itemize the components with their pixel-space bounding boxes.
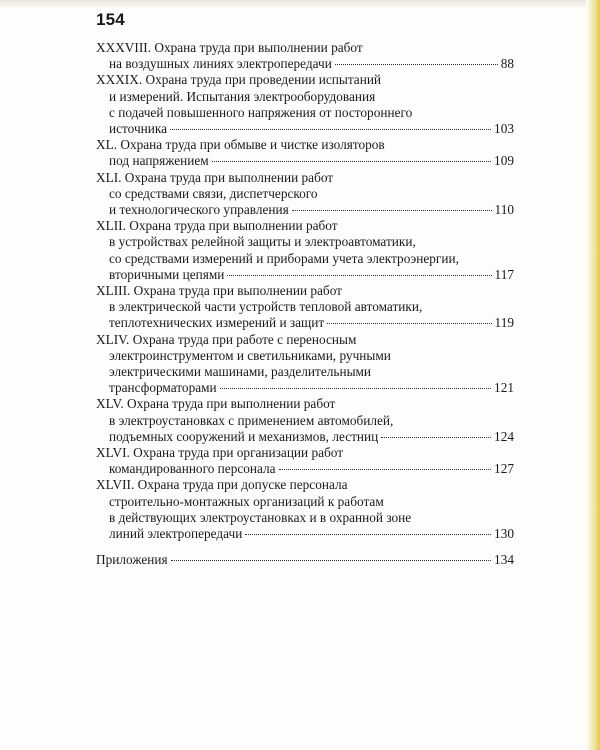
table-of-contents [96,40,514,569]
dot-leader [212,161,491,162]
toc-entry-title-line: XLVI. Охрана труда при организации работ [96,445,344,461]
dot-leader [227,275,491,276]
toc-entry-title-line: командированного персонала [109,461,276,477]
toc-entry-title: Приложения [96,552,168,568]
toc-entry-title-line: теплотехнических измерений и защит [109,315,325,331]
toc-entry-page: 117 [494,266,514,282]
toc-entry-page: 119 [494,315,514,331]
toc-entry-last-line [96,267,514,283]
toc-entry-title-line: XLIII. Охрана труда при выполнении работ [96,283,342,299]
toc-entry-page: 88 [500,56,514,72]
toc-entry-title-line: электроинструментом и светильниками, ручными [109,347,391,363]
toc-entry-last-line [96,202,514,218]
toc-entry-page: 110 [494,202,514,218]
toc-entry-title-line: XXXVIII. Охрана труда при выполнении работ [96,40,363,55]
toc-entry-title-line: в электроустановках с применением автомобилей, [109,412,394,428]
toc-entry[interactable] [96,332,514,397]
toc-entry-page: 127 [494,461,514,477]
toc-entry[interactable] [96,396,514,445]
toc-entry-title-line: XXXIX. Охрана труда при проведении испытаний [96,72,382,88]
toc-entry-title-line: трансформаторами [109,380,217,396]
page-right-edge [586,0,600,750]
dot-leader [327,323,491,324]
dot-leader [292,210,492,211]
toc-entry-page: 121 [494,380,514,396]
toc-entry-last-line [96,526,514,542]
toc-entry-page: 109 [494,153,514,169]
toc-entry-title-line: XLIV. Охрана труда при работе с переносным [96,331,357,347]
toc-entry-page: 103 [494,121,514,137]
toc-entry-title-line: и технологического управления [109,202,289,218]
toc-entry-title-line: на воздушных линиях электропередачи [109,56,332,72]
toc-entry-title-line: с подачей повышенного напряжения от постороннего [109,104,413,120]
toc-entry-title-line: XLV. Охрана труда при выполнении работ [96,396,336,412]
toc-entry[interactable] [96,137,514,169]
toc-entry-last-line [96,429,514,445]
toc-entry-page: 124 [494,428,514,444]
toc-entry-title-line: строительно-монтажных организаций к работам [109,493,384,509]
toc-entry-title-line: электрическими машинами, разделительными [109,364,372,380]
toc-entry[interactable] [96,40,514,72]
toc-entry-last-line [96,56,514,72]
dot-leader [245,534,491,535]
dot-leader [170,129,491,130]
toc-entry-last-line [96,380,514,396]
toc-entry-appendix[interactable] [96,552,514,568]
toc-entry-title-line: со средствами связи, диспетчерского [109,185,318,201]
toc-entry-title-line: XLI. Охрана труда при выполнении работ [96,169,334,185]
toc-entry[interactable] [96,218,514,283]
toc-entry-title-line: подъемных сооружений и механизмов, лестниц [109,428,379,444]
toc-entry-last-line [96,315,514,331]
toc-entry[interactable] [96,445,514,477]
toc-entry-title-line: в действующих электроустановках и в охранной зоне [109,509,412,525]
toc-entry-last-line [96,461,514,477]
toc-entry-title-line: в устройствах релейной защиты и электроавтоматики, [109,234,416,250]
toc-entry-page: 134 [494,552,514,568]
toc-entry[interactable] [96,477,514,542]
toc-entry-title-line: в электрической части устройств тепловой автоматики, [109,299,423,315]
toc-entry-title-line: вторичными цепями [109,266,225,282]
toc-entry-title-line: XLVII. Охрана труда при допуске персонала [96,477,348,493]
toc-entry-last-line [96,121,514,137]
toc-entry[interactable] [96,283,514,332]
dot-leader [171,560,491,561]
toc-entries [96,40,514,542]
toc-entry-title-line: под напряжением [109,153,209,169]
dot-leader [381,437,491,438]
toc-entry-title-line: линий электропередачи [109,526,243,542]
toc-entry-title-line: и измерений. Испытания электрооборудования [109,88,376,104]
page-top-edge [0,0,600,9]
toc-entry-title-line: XLII. Охрана труда при выполнении работ [96,218,338,234]
toc-entry[interactable] [96,72,514,137]
toc-entry-title-line: источника [109,121,168,137]
dot-leader [279,469,491,470]
toc-entry-title-line: XL. Охрана труда при обмыве и чистке изоляторов [96,137,385,153]
toc-entry-title-line: со средствами измерений и приборами учета электроэнергии, [109,250,459,266]
dot-leader [335,64,498,65]
toc-entry-page: 130 [494,526,514,542]
toc-entry[interactable] [96,170,514,219]
toc-entry-last-line [96,153,514,169]
page-number: 154 [96,10,125,29]
dot-leader [220,388,491,389]
